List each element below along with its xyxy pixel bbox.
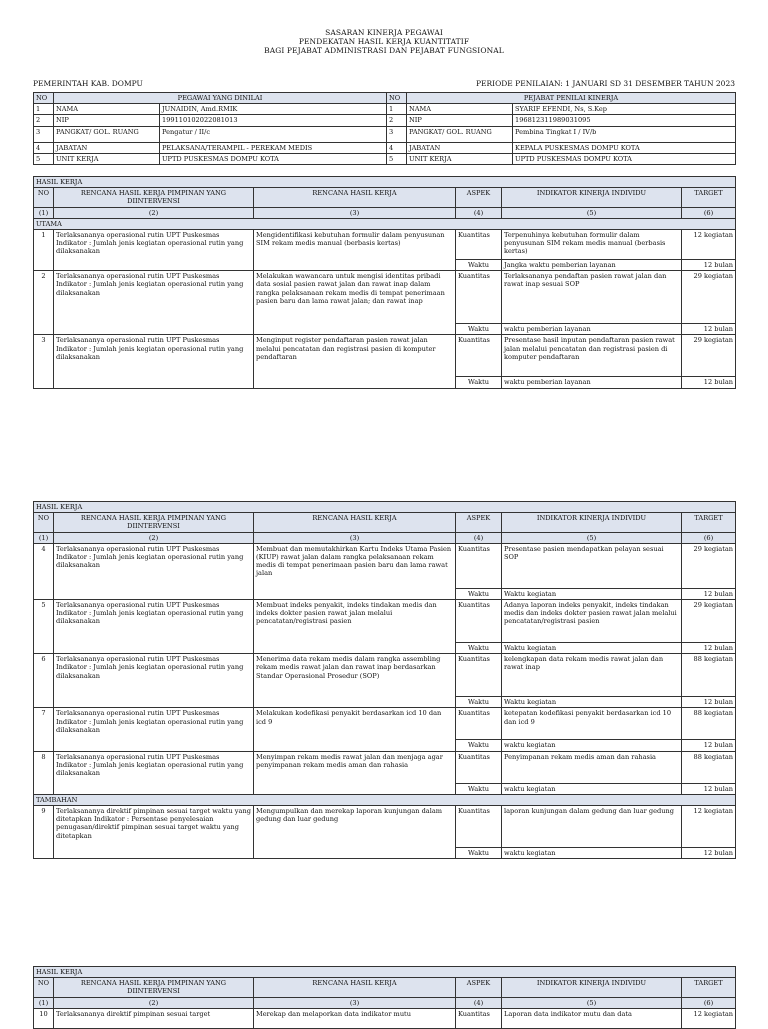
info-row-label: NIP [54, 115, 160, 126]
info-row-no-2: 5 [387, 153, 407, 164]
row-no: 3 [34, 335, 54, 388]
column-number: (6) [682, 207, 736, 218]
row-target-kuantitas: 29 kegiatan [682, 335, 736, 377]
row-target-waktu: 12 bulan [682, 324, 736, 335]
info-row-label: PANGKAT/ GOL. RUANG [54, 126, 160, 142]
row-aspek-waktu: Waktu [456, 783, 502, 794]
row-indikator-kuantitas: Terpenuhinya kebutuhan formulir dalam penyusunan SIM rekam medis manual (berbasis kertas) [502, 230, 682, 260]
info-row-value: 199110102022081013 [160, 115, 387, 126]
info-row [34, 153, 736, 164]
col-rhk-header: RENCANA HASIL KERJA [254, 513, 456, 532]
info-row-no: 4 [34, 142, 54, 153]
table-row [34, 271, 736, 324]
info-row-label-2: NIP [407, 115, 513, 126]
info-row-no-2: 1 [387, 104, 407, 115]
row-indikator-waktu: Jangka waktu pemberian layanan [502, 260, 682, 271]
row-aspek-kuantitas: Kuantitas [456, 654, 502, 697]
row-rhk-pimpinan: Terlaksananya operasional rutin UPT Puskesmas Indikator : Jumlah jenis kegiatan operasional rutin yang dilaksanakan [54, 271, 254, 335]
row-target-kuantitas: 12 kegiatan [682, 1008, 736, 1028]
info-row-label: UNIT KERJA [54, 153, 160, 164]
row-target-waktu: 12 bulan [682, 697, 736, 708]
table-row [34, 806, 736, 848]
row-rhk: Mengidentifikasi kebutuhan formulir dalam penyusunan SIM rekam medis manual (berbasis kertas) [254, 230, 456, 271]
row-indikator-kuantitas: Laporan data indikator mutu dan data [502, 1008, 682, 1028]
row-rhk: Menerima data rekam medis dalam rangka assembling rekam medis rawat jalan dan rawat inap berdasarkan Standar Operasional Prosedur (SOP) [254, 654, 456, 708]
row-aspek-waktu: Waktu [456, 377, 502, 388]
info-row-no: 2 [34, 115, 54, 126]
info-row-label: JABATAN [54, 142, 160, 153]
period-label: PERIODE PENILAIAN: 1 JANUARI SD 31 DESEMBER TAHUN 2023 [476, 79, 735, 88]
info-row-value-2: KEPALA PUSKESMAS DOMPU KOTA [513, 142, 736, 153]
col-no-header: NO [34, 978, 54, 997]
row-aspek-kuantitas: Kuantitas [456, 708, 502, 740]
row-indikator-waktu: waktu kegiatan [502, 848, 682, 859]
info-row-value: PELAKSANA/TERAMPIL - PEREKAM MEDIS [160, 142, 387, 153]
info-row-label-2: JABATAN [407, 142, 513, 153]
row-rhk: Melakukan kodefikasi penyakit berdasarkan icd 10 dan icd 9 [254, 708, 456, 751]
row-indikator-waktu: Waktu kegiatan [502, 697, 682, 708]
col-rhk-pimpinan-header: RENCANA HASIL KERJA PIMPINAN YANG DIINTERVENSI [54, 978, 254, 997]
section-row [34, 502, 736, 513]
row-aspek-kuantitas: Kuantitas [456, 806, 502, 848]
row-target-waktu: 12 bulan [682, 740, 736, 751]
col-rhk-pimpinan-header: RENCANA HASIL KERJA PIMPINAN YANG DIINTERVENSI [54, 513, 254, 532]
pegawai-title: PEGAWAI YANG DINILAI [54, 93, 387, 104]
row-target-kuantitas: 29 kegiatan [682, 271, 736, 324]
section-row [34, 967, 736, 978]
col-no-header: NO [34, 513, 54, 532]
info-row-label-2: PANGKAT/ GOL. RUANG [407, 126, 513, 142]
info-row-no-2: 4 [387, 142, 407, 153]
column-number: (1) [34, 532, 54, 543]
column-number: (4) [456, 207, 502, 218]
row-rhk-pimpinan: Terlaksananya operasional rutin UPT Puskesmas Indikator : Jumlah jenis kegiatan operasional rutin yang dilaksanakan [54, 543, 254, 599]
column-header-row [34, 978, 736, 997]
row-aspek-kuantitas: Kuantitas [456, 230, 502, 260]
utama-section-label: UTAMA [34, 218, 736, 229]
row-indikator-kuantitas: Terlaksananya pendaftan pasien rawat jalan dan rawat inap sesuai SOP [502, 271, 682, 324]
row-target-waktu: 12 bulan [682, 588, 736, 599]
row-target-kuantitas: 88 kegiatan [682, 654, 736, 697]
hasil-kerja-table-1 [33, 176, 736, 389]
column-number: (6) [682, 532, 736, 543]
col-rhk-pimpinan-header: RENCANA HASIL KERJA PIMPINAN YANG DIINTERVENSI [54, 188, 254, 207]
column-header-row [34, 188, 736, 207]
row-indikator-kuantitas: Adanya laporan indeks penyakit, indeks tindakan medis dan indeks dokter pasien rawat jalan melalui pencatatan/registrasi pasien [502, 600, 682, 643]
column-number: (3) [254, 997, 456, 1008]
row-rhk-pimpinan: Terlaksananya direktif pimpinan sesuai target [54, 1008, 254, 1028]
row-rhk-pimpinan: Terlaksananya operasional rutin UPT Puskesmas Indikator : Jumlah jenis kegiatan operasional rutin yang dilaksanakan [54, 600, 254, 654]
info-header-row [34, 93, 736, 104]
info-row-value-2: Pembina Tingkat I / IV/b [513, 126, 736, 142]
info-table [33, 92, 736, 165]
row-rhk: Melakukan wawancara untuk mengisi identitas pribadi data sosial pasien rawat jalan dan rawat inap dalam rangka pelaksanaan rekam medis di tempat penerimaan pasien baru dan lama rawat jalan; dan rawat inap [254, 271, 456, 335]
row-indikator-waktu: waktu pemberian layanan [502, 377, 682, 388]
doc-title-line3: BAGI PEJABAT ADMINISTRASI DAN PEJABAT FUNGSIONAL [264, 46, 504, 55]
col-indikator-header: INDIKATOR KINERJA INDIVIDU [502, 188, 682, 207]
col-target-header: TARGET [682, 513, 736, 532]
row-indikator-kuantitas: laporan kunjungan dalam gedung dan luar gedung [502, 806, 682, 848]
table-row [34, 654, 736, 697]
col-target-header: TARGET [682, 188, 736, 207]
info-row-label-2: UNIT KERJA [407, 153, 513, 164]
col-rhk-header: RENCANA HASIL KERJA [254, 188, 456, 207]
row-indikator-waktu: waktu pemberian layanan [502, 324, 682, 335]
info-row-value-2: UPTD PUSKESMAS DOMPU KOTA [513, 153, 736, 164]
column-number: (2) [54, 997, 254, 1008]
utama-section [34, 218, 736, 229]
table-row [34, 1008, 736, 1028]
info-row [34, 115, 736, 126]
table-row [34, 751, 736, 783]
row-aspek-waktu: Waktu [456, 740, 502, 751]
doc-title-line2: PENDEKATAN HASIL KERJA KUANTITATIF [298, 37, 470, 46]
info-row-no: 5 [34, 153, 54, 164]
row-rhk-pimpinan: Terlaksananya operasional rutin UPT Puskesmas Indikator : Jumlah jenis kegiatan operasional rutin yang dilaksanakan [54, 230, 254, 271]
row-target-kuantitas: 12 kegiatan [682, 806, 736, 848]
row-aspek-waktu: Waktu [456, 588, 502, 599]
table-row [34, 543, 736, 588]
info-row [34, 142, 736, 153]
hasil-kerja-table-3 [33, 966, 736, 1029]
info-row-label-2: NAMA [407, 104, 513, 115]
info-row-value: Pengatur / II/c [160, 126, 387, 142]
info-row-label: NAMA [54, 104, 160, 115]
info-no-header-2: NO [387, 93, 407, 104]
row-no: 5 [34, 600, 54, 654]
hasil-kerja-table-2 [33, 501, 736, 859]
column-number: (5) [502, 207, 682, 218]
info-row-value: JUNAIDIN, Amd.RMIK [160, 104, 387, 115]
table-row [34, 335, 736, 377]
row-target-waktu: 12 bulan [682, 377, 736, 388]
row-indikator-kuantitas: Presentase hasil inputan pendaftaran pasien rawat jalan melalui pencatatan dan registrasi pasien di komputer pendaftaran [502, 335, 682, 377]
info-row-no-2: 3 [387, 126, 407, 142]
row-target-waktu: 12 bulan [682, 848, 736, 859]
row-aspek-waktu: Waktu [456, 260, 502, 271]
penilai-title: PEJABAT PENILAI KINERJA [407, 93, 736, 104]
column-number: (3) [254, 207, 456, 218]
row-target-waktu: 12 bulan [682, 643, 736, 654]
col-indikator-header: INDIKATOR KINERJA INDIVIDU [502, 513, 682, 532]
info-no-header: NO [34, 93, 54, 104]
table-row [34, 600, 736, 643]
row-indikator-kuantitas: Penyimpanan rekam medis aman dan rahasia [502, 751, 682, 783]
col-indikator-header: INDIKATOR KINERJA INDIVIDU [502, 978, 682, 997]
doc-title-line1: SASARAN KINERJA PEGAWAI [325, 28, 443, 37]
row-aspek-kuantitas: Kuantitas [456, 751, 502, 783]
col-rhk-header: RENCANA HASIL KERJA [254, 978, 456, 997]
row-rhk-pimpinan: Terlaksananya direktif pimpinan sesuai target waktu yang ditetapkan Indikator : Persentase penyelesaian penugasan/direktif pimpinan sesuai target waktu yang ditetapkan [54, 806, 254, 859]
col-no-header: NO [34, 188, 54, 207]
row-indikator-kuantitas: kelengkapan data rekam medis rawat jalan dan rawat inap [502, 654, 682, 697]
government-label: PEMERINTAH KAB. DOMPU [33, 79, 143, 88]
row-indikator-waktu: Waktu kegiatan [502, 643, 682, 654]
row-rhk-pimpinan: Terlaksananya operasional rutin UPT Puskesmas Indikator : Jumlah jenis kegiatan operasional rutin yang dilaksanakan [54, 708, 254, 751]
row-aspek-waktu: Waktu [456, 697, 502, 708]
row-aspek-waktu: Waktu [456, 643, 502, 654]
row-aspek-kuantitas: Kuantitas [456, 543, 502, 588]
table-row [34, 230, 736, 260]
column-number-row [34, 207, 736, 218]
column-number: (1) [34, 997, 54, 1008]
row-no: 4 [34, 543, 54, 599]
column-number: (2) [54, 532, 254, 543]
column-number: (5) [502, 997, 682, 1008]
row-target-kuantitas: 88 kegiatan [682, 708, 736, 740]
info-row-value-2: 196812311989031095 [513, 115, 736, 126]
row-indikator-waktu: Waktu kegiatan [502, 588, 682, 599]
row-target-kuantitas: 29 kegiatan [682, 543, 736, 588]
row-no: 9 [34, 806, 54, 859]
section-row [34, 177, 736, 188]
col-target-header: TARGET [682, 978, 736, 997]
col-aspek-header: ASPEK [456, 978, 502, 997]
row-aspek-kuantitas: Kuantitas [456, 600, 502, 643]
row-target-kuantitas: 12 kegiatan [682, 230, 736, 260]
info-row-no-2: 2 [387, 115, 407, 126]
row-rhk: Menyimpan rekam medis rawat jalan dan menjaga agar penyimpanan rekam medis aman dan rahasia [254, 751, 456, 794]
column-number: (1) [34, 207, 54, 218]
column-number-row [34, 997, 736, 1008]
tambahan-section [34, 794, 736, 805]
row-target-kuantitas: 88 kegiatan [682, 751, 736, 783]
column-number: (2) [54, 207, 254, 218]
table-row [34, 708, 736, 740]
row-target-waktu: 12 bulan [682, 783, 736, 794]
tambahan-section-label: TAMBAHAN [34, 794, 736, 805]
row-aspek-kuantitas: Kuantitas [456, 271, 502, 324]
row-indikator-kuantitas: Presentase pasien mendapatkan pelayan sesuai SOP [502, 543, 682, 588]
row-rhk: Membuat dan memutakhirkan Kartu Indeks Utama Pasien (KIUP) rawat jalan dalam rangka pelaksanaan rekam medis di tempat penerimaan pasien baru dan lama rawat jalan [254, 543, 456, 599]
row-no: 7 [34, 708, 54, 751]
column-number: (4) [456, 532, 502, 543]
row-rhk-pimpinan: Terlaksananya operasional rutin UPT Puskesmas Indikator : Jumlah jenis kegiatan operasional rutin yang dilaksanakan [54, 751, 254, 794]
row-rhk: Membuat indeks penyakit, indeks tindakan medis dan indeks dokter pasien rawat jalan melalui pencatatan/registrasi pasien [254, 600, 456, 654]
row-no: 1 [34, 230, 54, 271]
col-aspek-header: ASPEK [456, 513, 502, 532]
row-aspek-kuantitas: Kuantitas [456, 335, 502, 377]
row-rhk: Menginput register pendaftaran pasien rawat jalan melalui pencatatan dan registrasi pasien di komputer pendaftaran [254, 335, 456, 388]
row-rhk-pimpinan: Terlaksananya operasional rutin UPT Puskesmas Indikator : Jumlah jenis kegiatan operasional rutin yang dilaksanakan [54, 654, 254, 708]
column-number: (6) [682, 997, 736, 1008]
column-number: (3) [254, 532, 456, 543]
row-target-kuantitas: 29 kegiatan [682, 600, 736, 643]
column-number: (5) [502, 532, 682, 543]
column-number: (4) [456, 997, 502, 1008]
section-label: HASIL KERJA [34, 967, 736, 978]
info-row-value-2: SYARIF EFENDI, Ns, S.Kep [513, 104, 736, 115]
info-row-value: UPTD PUSKESMAS DOMPU KOTA [160, 153, 387, 164]
row-rhk-pimpinan: Terlaksananya operasional rutin UPT Puskesmas Indikator : Jumlah jenis kegiatan operasional rutin yang dilaksanakan [54, 335, 254, 388]
row-no: 10 [34, 1008, 54, 1028]
row-aspek-kuantitas: Kuantitas [456, 1008, 502, 1028]
row-no: 8 [34, 751, 54, 794]
row-no: 6 [34, 654, 54, 708]
info-row-no: 3 [34, 126, 54, 142]
row-indikator-waktu: waktu kegiatan [502, 783, 682, 794]
section-label: HASIL KERJA [34, 177, 736, 188]
row-indikator-waktu: waktu kegiatan [502, 740, 682, 751]
info-row [34, 104, 736, 115]
row-target-waktu: 12 bulan [682, 260, 736, 271]
column-number-row [34, 532, 736, 543]
col-aspek-header: ASPEK [456, 188, 502, 207]
row-no: 2 [34, 271, 54, 335]
info-row-no: 1 [34, 104, 54, 115]
row-rhk: Merekap dan melaporkan data indikator mutu [254, 1008, 456, 1028]
section-label: HASIL KERJA [34, 502, 736, 513]
row-aspek-waktu: Waktu [456, 324, 502, 335]
info-row [34, 126, 736, 142]
column-header-row [34, 513, 736, 532]
row-aspek-waktu: Waktu [456, 848, 502, 859]
row-indikator-kuantitas: ketepatan kodefikasi penyakit berdasarkan icd 10 dan icd 9 [502, 708, 682, 740]
row-rhk: Mengumpulkan dan merekap laporan kunjungan dalam gedung dan luar gedung [254, 806, 456, 859]
